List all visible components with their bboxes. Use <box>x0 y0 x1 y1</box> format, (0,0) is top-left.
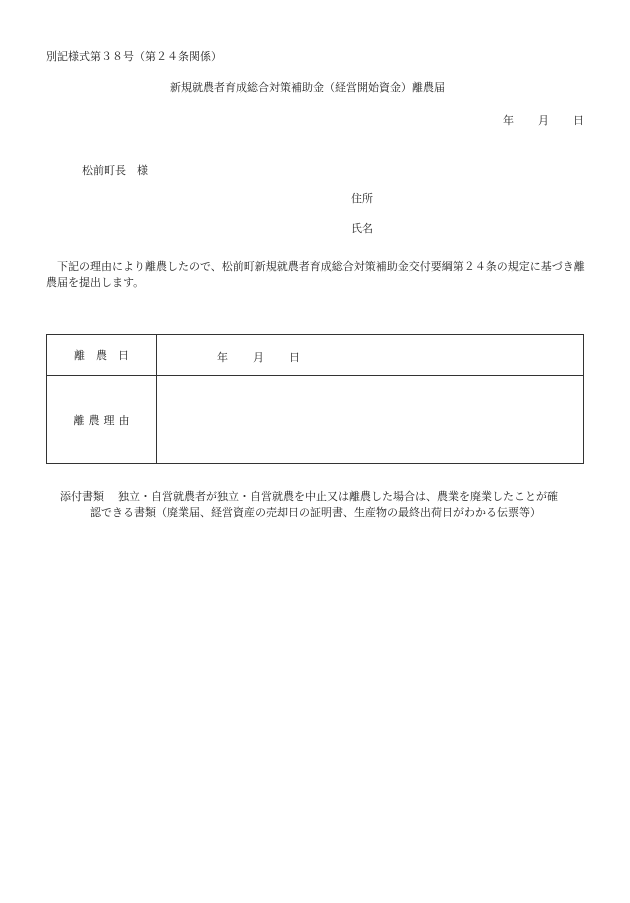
date-fields <box>217 349 300 365</box>
date-label: 離農日 <box>74 349 140 362</box>
form-title: 新規就農者育成総合対策補助金（経営開始資金）離農届 <box>170 81 445 94</box>
attachment-label: 添付書類 <box>60 490 104 503</box>
date-value-cell[interactable] <box>157 335 583 375</box>
info-table <box>46 334 584 464</box>
recipient: 松前町長 様 <box>82 164 148 177</box>
reason-label-cell <box>47 376 157 463</box>
reason-label: 離農理由 <box>73 413 134 427</box>
name-label: 氏名 <box>351 222 373 235</box>
date-label-cell <box>47 335 157 375</box>
form-number: 別記様式第３８号（第２４条関係） <box>46 50 222 63</box>
address-label: 住所 <box>351 192 373 205</box>
table-row-date <box>47 335 583 376</box>
body-text: 下記の理由により離農したので、松前町新規就農者育成総合対策補助金交付要綱第２４条の規定に基づき離農届を提出します。 <box>46 260 585 289</box>
date-day-label: 日 <box>573 114 584 127</box>
leave-day-label: 日 <box>289 351 300 364</box>
attachment-line2: 認できる書類（廃業届、経営資産の売却日の証明書、生産物の最終出荷日がわかる伝票等） <box>90 506 541 519</box>
submission-date <box>503 112 584 128</box>
leave-month-label: 月 <box>253 351 264 364</box>
reason-value-cell[interactable] <box>157 376 583 463</box>
attachment-line1: 独立・自営就農者が独立・自営就農を中止又は離農した場合は、農業を廃業したことが確 <box>118 490 558 503</box>
table-row-reason <box>47 376 583 463</box>
leave-year-label: 年 <box>217 351 228 364</box>
date-month-label: 月 <box>538 114 549 127</box>
date-year-label: 年 <box>503 114 514 127</box>
